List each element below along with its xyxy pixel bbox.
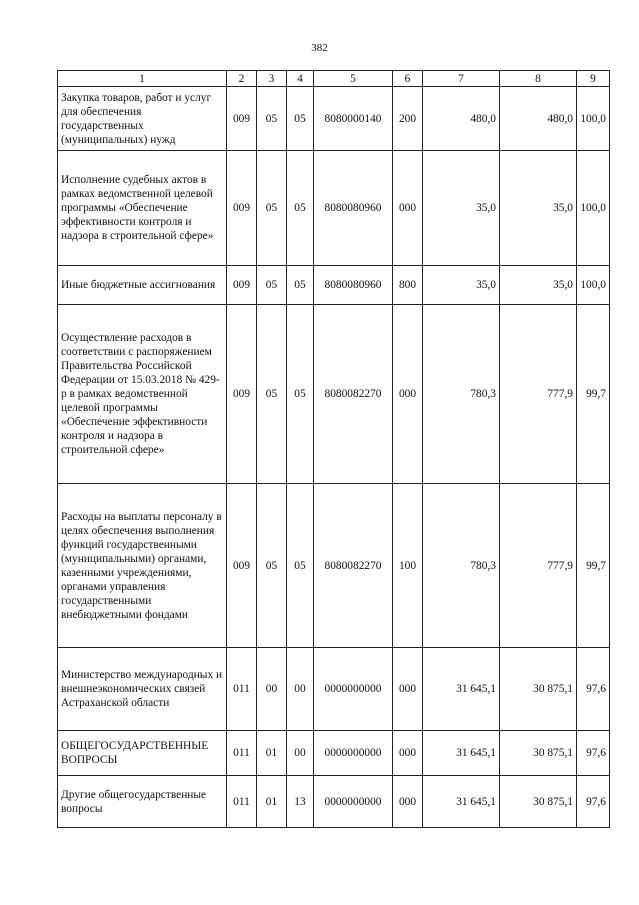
cell-actual: 30 875,1: [500, 776, 577, 828]
cell-target-article: 0000000000: [314, 648, 393, 731]
cell-plan: 35,0: [423, 151, 500, 266]
cell-actual: 35,0: [500, 151, 577, 266]
cell-subsection: 00: [287, 731, 314, 776]
cell-plan: 780,3: [423, 484, 500, 648]
cell-section: 01: [257, 776, 287, 828]
col-header-6: 6: [393, 71, 423, 87]
cell-subsection: 05: [287, 87, 314, 151]
cell-admin-code: 009: [227, 484, 257, 648]
cell-expense-type: 000: [393, 776, 423, 828]
cell-plan: 31 645,1: [423, 731, 500, 776]
cell-subsection: 05: [287, 484, 314, 648]
cell-percent: 97,6: [577, 776, 610, 828]
cell-target-article: 0000000000: [314, 731, 393, 776]
row-name: Иные бюджетные ассигнования: [58, 266, 227, 305]
col-header-9: 9: [577, 71, 610, 87]
table-row: [58, 266, 610, 305]
cell-target-article: 8080080960: [314, 151, 393, 266]
cell-actual: 35,0: [500, 266, 577, 305]
cell-expense-type: 000: [393, 731, 423, 776]
cell-target-article: 8080082270: [314, 305, 393, 484]
cell-target-article: 8080082270: [314, 484, 393, 648]
cell-admin-code: 009: [227, 305, 257, 484]
page-number: 382: [311, 42, 328, 54]
cell-expense-type: 100: [393, 484, 423, 648]
row-name: Расходы на выплаты персоналу в целях обеспечения выполнения функций государственными (муниципальными) органами, казенными учреждениями, органами управления государственными внебюджетными фондами: [58, 484, 227, 648]
cell-section: 01: [257, 731, 287, 776]
row-name: Исполнение судебных актов в рамках ведомственной целевой программы «Обеспечение эффективности контроля и надзора в строительной сфере»: [58, 151, 227, 266]
cell-target-article: 8080000140: [314, 87, 393, 151]
col-header-8: 8: [500, 71, 577, 87]
cell-expense-type: 000: [393, 305, 423, 484]
cell-expense-type: 000: [393, 151, 423, 266]
col-header-7: 7: [423, 71, 500, 87]
cell-plan: 480,0: [423, 87, 500, 151]
cell-admin-code: 009: [227, 151, 257, 266]
cell-admin-code: 011: [227, 731, 257, 776]
cell-actual: 30 875,1: [500, 648, 577, 731]
cell-subsection: 05: [287, 266, 314, 305]
cell-section: 05: [257, 151, 287, 266]
cell-section: 05: [257, 87, 287, 151]
cell-admin-code: 009: [227, 87, 257, 151]
cell-expense-type: 800: [393, 266, 423, 305]
cell-admin-code: 009: [227, 266, 257, 305]
cell-subsection: 13: [287, 776, 314, 828]
cell-plan: 780,3: [423, 305, 500, 484]
table-row: [58, 151, 610, 266]
cell-admin-code: 011: [227, 776, 257, 828]
col-header-5: 5: [314, 71, 393, 87]
cell-expense-type: 000: [393, 648, 423, 731]
table-row: [58, 87, 610, 151]
cell-actual: 480,0: [500, 87, 577, 151]
cell-expense-type: 200: [393, 87, 423, 151]
cell-actual: 777,9: [500, 305, 577, 484]
table-row: [58, 484, 610, 648]
cell-plan: 31 645,1: [423, 776, 500, 828]
cell-plan: 31 645,1: [423, 648, 500, 731]
row-name: ОБЩЕГОСУДАРСТВЕННЫЕ ВОПРОСЫ: [58, 731, 227, 776]
cell-section: 00: [257, 648, 287, 731]
row-name: Закупка товаров, работ и услуг для обеспечения государственных (муниципальных) нужд: [58, 87, 227, 151]
cell-section: 05: [257, 266, 287, 305]
table-row: [58, 648, 610, 731]
row-name: Осуществление расходов в соответствии с распоряжением Правительства Российской Федерации от 15.03.2018 № 429-р в рамках ведомственной целевой программы «Обеспечение эффективности контроля и надзора в строительной сфере»: [58, 305, 227, 484]
cell-section: 05: [257, 484, 287, 648]
header-row: [58, 71, 610, 87]
table-row: [58, 776, 610, 828]
cell-actual: 777,9: [500, 484, 577, 648]
cell-percent: 100,0: [577, 87, 610, 151]
cell-section: 05: [257, 305, 287, 484]
budget-table: [57, 70, 610, 828]
cell-percent: 100,0: [577, 151, 610, 266]
cell-subsection: 05: [287, 305, 314, 484]
cell-percent: 99,7: [577, 305, 610, 484]
cell-subsection: 00: [287, 648, 314, 731]
cell-target-article: 0000000000: [314, 776, 393, 828]
cell-percent: 97,6: [577, 731, 610, 776]
table-row: [58, 731, 610, 776]
cell-percent: 100,0: [577, 266, 610, 305]
cell-admin-code: 011: [227, 648, 257, 731]
cell-subsection: 05: [287, 151, 314, 266]
row-name: Министерство международных и внешнеэкономических связей Астраханской области: [58, 648, 227, 731]
cell-percent: 99,7: [577, 484, 610, 648]
cell-target-article: 8080080960: [314, 266, 393, 305]
col-header-4: 4: [287, 71, 314, 87]
row-name: Другие общегосударственные вопросы: [58, 776, 227, 828]
col-header-1: 1: [58, 71, 227, 87]
table-row: [58, 305, 610, 484]
col-header-2: 2: [227, 71, 257, 87]
cell-plan: 35,0: [423, 266, 500, 305]
cell-actual: 30 875,1: [500, 731, 577, 776]
col-header-3: 3: [257, 71, 287, 87]
cell-percent: 97,6: [577, 648, 610, 731]
